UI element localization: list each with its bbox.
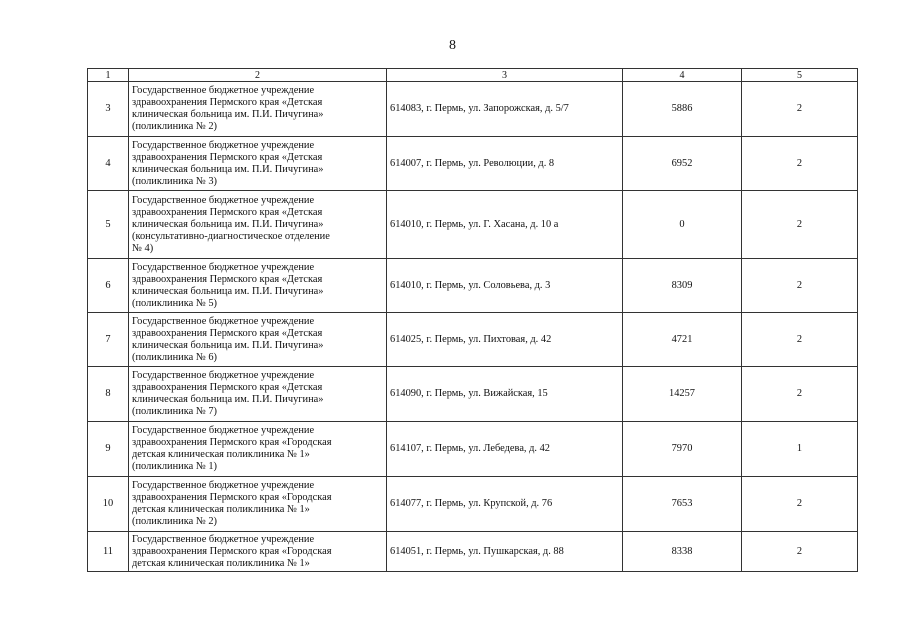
row-number-cell: 8 xyxy=(88,367,129,422)
institution-name-cell xyxy=(129,422,387,477)
institution-name-line: Государственное бюджетное учреждение xyxy=(132,425,315,436)
institution-name-cell xyxy=(129,82,387,137)
institution-name-line: здравоохранения Пермского края «Детская xyxy=(132,273,323,285)
institution-name-line: Государственное бюджетное учреждение xyxy=(132,480,315,491)
institution-name-line: клиническая больница им. П.И. Пичугина» xyxy=(132,163,324,175)
institution-name-line: детская клиническая поликлиника № 1» xyxy=(132,504,310,515)
count-cell: 2 xyxy=(742,477,858,532)
institution-name-line: клиническая больница им. П.И. Пичугина» xyxy=(132,394,324,405)
institution-name-line: клиническая больница им. П.И. Пичугина» xyxy=(132,218,324,230)
institution-name-line: здравоохранения Пермского края «Городская xyxy=(132,545,332,557)
count-cell: 2 xyxy=(742,367,858,422)
institution-name-line: детская клиническая поликлиника № 1» xyxy=(132,449,310,460)
table-row xyxy=(88,259,858,313)
column-header-2: 2 xyxy=(129,69,387,82)
address-cell: 614077, г. Пермь, ул. Крупской, д. 76 xyxy=(387,477,623,532)
value-cell: 4721 xyxy=(623,313,742,367)
institution-name-line: здравоохранения Пермского края «Детская xyxy=(132,151,323,163)
institution-name-line: детская клиническая поликлиника № 1» xyxy=(132,557,310,569)
column-header-3: 3 xyxy=(387,69,623,82)
table-row xyxy=(88,367,858,422)
row-number-cell: 10 xyxy=(88,477,129,532)
row-number-cell: 6 xyxy=(88,259,129,313)
address-cell: 614007, г. Пермь, ул. Революции, д. 8 xyxy=(387,137,623,191)
address-cell: 614083, г. Пермь, ул. Запорожская, д. 5/7 xyxy=(387,82,623,137)
institution-name-line: (поликлиника № 7) xyxy=(132,406,218,417)
count-cell: 2 xyxy=(742,191,858,259)
column-header-1: 1 xyxy=(88,69,129,82)
institution-name-cell xyxy=(129,532,387,572)
institution-name-line: клиническая больница им. П.И. Пичугина» xyxy=(132,339,324,351)
institution-name-line: клиническая больница им. П.И. Пичугина» xyxy=(132,109,324,120)
value-cell: 5886 xyxy=(623,82,742,137)
address-cell: 614051, г. Пермь, ул. Пушкарская, д. 88 xyxy=(387,532,623,572)
institution-name-cell xyxy=(129,367,387,422)
institution-name-line: Государственное бюджетное учреждение xyxy=(132,261,315,273)
institution-name-line: Государственное бюджетное учреждение xyxy=(132,533,315,545)
value-cell: 6952 xyxy=(623,137,742,191)
institution-name-line: Государственное бюджетное учреждение xyxy=(132,370,315,381)
institution-name-line: (поликлиника № 2) xyxy=(132,516,218,527)
institution-name-cell xyxy=(129,259,387,313)
table-body xyxy=(88,82,858,572)
institution-name-cell xyxy=(129,477,387,532)
institution-name-line: Государственное бюджетное учреждение xyxy=(132,139,315,151)
institution-name-line: (поликлиника № 1) xyxy=(132,461,218,472)
value-cell: 8309 xyxy=(623,259,742,313)
address-cell: 614010, г. Пермь, ул. Г. Хасана, д. 10 а xyxy=(387,191,623,259)
address-cell: 614090, г. Пермь, ул. Вижайская, 15 xyxy=(387,367,623,422)
count-cell: 2 xyxy=(742,313,858,367)
column-header-4: 4 xyxy=(623,69,742,82)
institution-name-line: здравоохранения Пермского края «Городская xyxy=(132,437,332,448)
value-cell: 14257 xyxy=(623,367,742,422)
institution-name-line: здравоохранения Пермского края «Детская xyxy=(132,97,323,108)
value-cell: 7970 xyxy=(623,422,742,477)
institution-name-cell xyxy=(129,191,387,259)
institution-name-line: Государственное бюджетное учреждение xyxy=(132,315,315,327)
row-number-cell: 3 xyxy=(88,82,129,137)
institution-name-line: (поликлиника № 6) xyxy=(132,351,218,363)
institution-name-line: здравоохранения Пермского края «Детская xyxy=(132,206,323,218)
institution-name-line: (поликлиника № 5) xyxy=(132,297,218,309)
table-row xyxy=(88,82,858,137)
institution-name-line: здравоохранения Пермского края «Детская xyxy=(132,327,323,339)
institution-name-cell xyxy=(129,137,387,191)
address-cell: 614010, г. Пермь, ул. Соловьева, д. 3 xyxy=(387,259,623,313)
institution-name-line: (поликлиника № 2) xyxy=(132,121,218,132)
table-row xyxy=(88,532,858,572)
value-cell: 8338 xyxy=(623,532,742,572)
value-cell: 7653 xyxy=(623,477,742,532)
address-cell: 614025, г. Пермь, ул. Пихтовая, д. 42 xyxy=(387,313,623,367)
row-number-cell: 7 xyxy=(88,313,129,367)
count-cell: 1 xyxy=(742,422,858,477)
row-number-cell: 9 xyxy=(88,422,129,477)
column-header-5: 5 xyxy=(742,69,858,82)
institution-name-line: здравоохранения Пермского края «Городская xyxy=(132,492,332,503)
institution-name-cell xyxy=(129,313,387,367)
table-row xyxy=(88,191,858,259)
table-row xyxy=(88,313,858,367)
row-number-cell: 4 xyxy=(88,137,129,191)
row-number-cell: 11 xyxy=(88,532,129,572)
count-cell: 2 xyxy=(742,532,858,572)
address-cell: 614107, г. Пермь, ул. Лебедева, д. 42 xyxy=(387,422,623,477)
table-row xyxy=(88,422,858,477)
value-cell: 0 xyxy=(623,191,742,259)
institutions-table xyxy=(87,68,858,572)
row-number-cell: 5 xyxy=(88,191,129,259)
count-cell: 2 xyxy=(742,259,858,313)
count-cell: 2 xyxy=(742,82,858,137)
institution-name-line: Государственное бюджетное учреждение xyxy=(132,85,315,96)
table-row xyxy=(88,137,858,191)
institution-name-line: клиническая больница им. П.И. Пичугина» xyxy=(132,285,324,297)
institution-name-line: № 4) xyxy=(132,242,154,254)
page-number: 8 xyxy=(449,38,456,53)
institution-name-line: (консультативно-диагностическое отделение xyxy=(132,230,330,242)
table-row xyxy=(88,477,858,532)
institution-name-line: здравоохранения Пермского края «Детская xyxy=(132,382,323,393)
count-cell: 2 xyxy=(742,137,858,191)
table-header-row xyxy=(88,69,858,82)
institution-name-line: Государственное бюджетное учреждение xyxy=(132,194,315,206)
institution-name-line: (поликлиника № 3) xyxy=(132,175,218,187)
